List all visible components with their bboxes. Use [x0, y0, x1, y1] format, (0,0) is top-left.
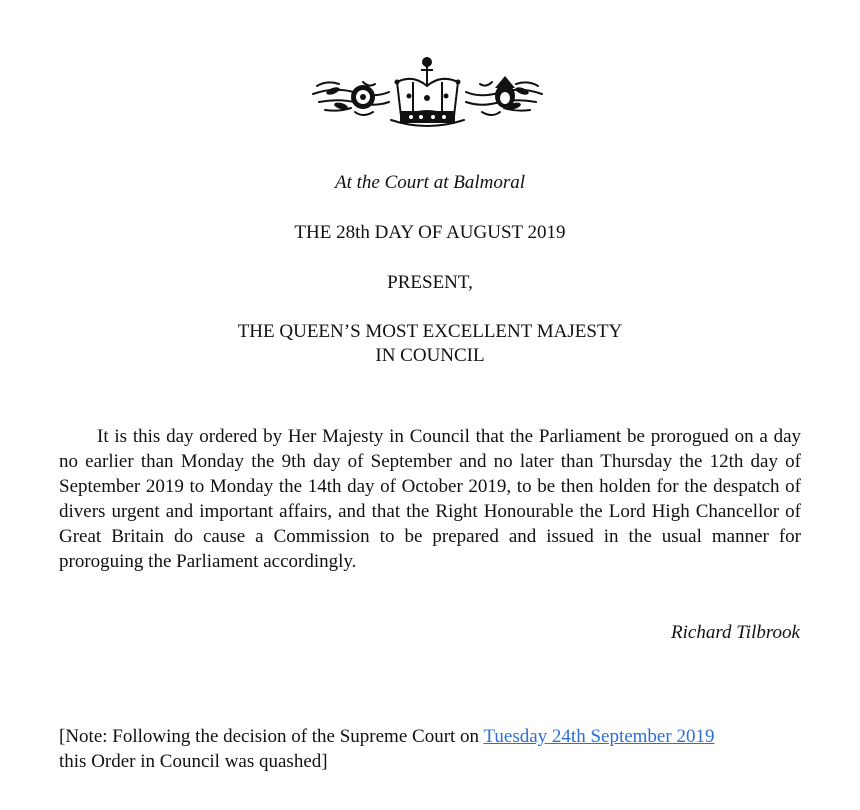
quashed-note	[59, 724, 819, 774]
majesty-in-council-heading	[0, 320, 860, 368]
majesty-line-2: IN COUNCIL	[375, 345, 485, 366]
note-prefix: [Note: Following the decision of the Supreme Court on	[59, 726, 484, 747]
supreme-court-decision-link[interactable]: Tuesday 24th September 2019	[483, 726, 715, 747]
note-suffix: this Order in Council was quashed]	[59, 751, 328, 772]
clerk-signature: Richard Tilbrook	[671, 622, 800, 643]
order-body-paragraph: It is this day ordered by Her Majesty in Council that the Parliament be prorogued on a day no earlier than Monday the 9th day of September and no later than Thursday the 12th day of September 2019 to Monday the 14th day of October 2019, to be then holden for the despatch of divers urgent and important affairs, and that the Right Honourable the Lord High Chancellor of Great Britain do cause a Commission to be prepared and issued in the usual manner for proroguing the Parliament accordingly.	[59, 426, 801, 572]
court-location: At the Court at Balmoral	[335, 172, 525, 193]
royal-crown-crest-icon	[305, 46, 550, 134]
order-date: THE 28th DAY OF AUGUST 2019	[294, 222, 566, 243]
majesty-line-1: THE QUEEN’S MOST EXCELLENT MAJESTY	[237, 321, 623, 342]
present-heading: PRESENT,	[387, 272, 473, 293]
